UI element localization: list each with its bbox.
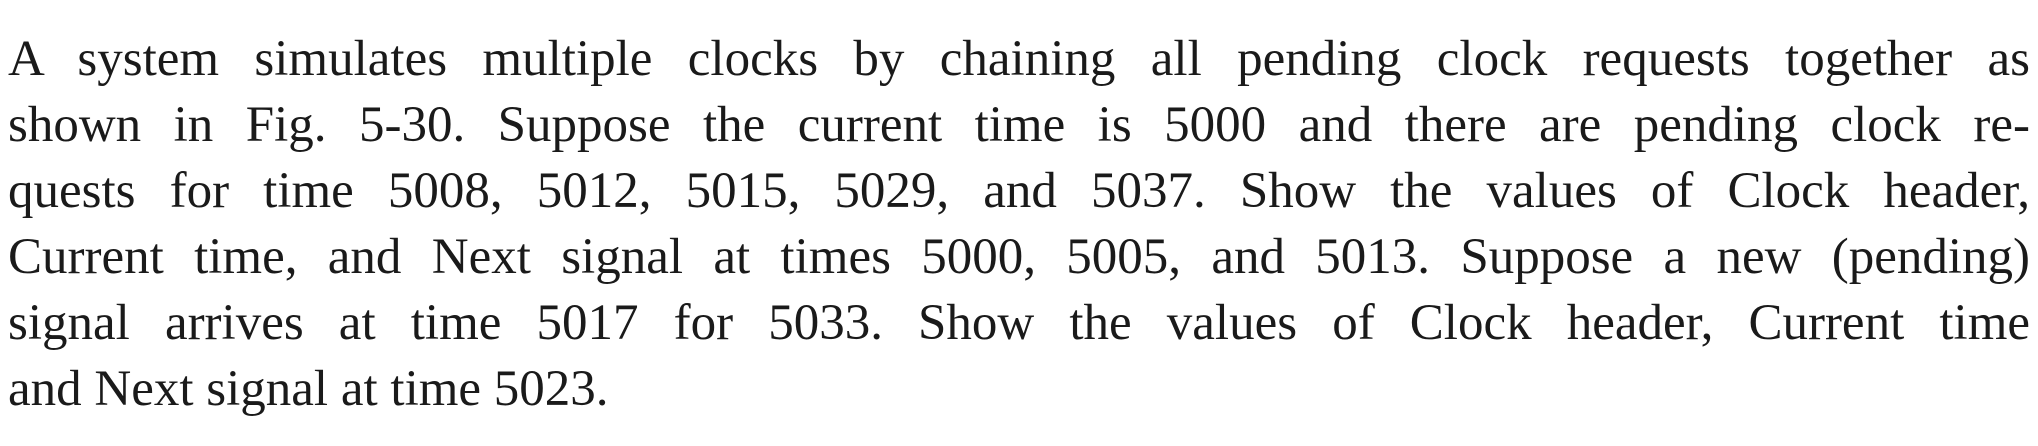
paragraph-line-4: Current time, and Next signal at times 5000, 5005, and 5013. Suppose a new (pending) <box>8 229 2030 285</box>
paragraph-line-1: A system simulates multiple clocks by chaining all pending clock requests together as <box>8 31 2030 87</box>
paragraph-line-5: signal arrives at time 5017 for 5033. Show the values of Clock header, Current time <box>8 295 2030 351</box>
paragraph-line-2: shown in Fig. 5-30. Suppose the current time is 5000 and there are pending clock re- <box>8 97 2030 153</box>
exercise-paragraph <box>8 26 2030 422</box>
paragraph-line-3: quests for time 5008, 5012, 5015, 5029, and 5037. Show the values of Clock header, <box>8 163 2030 219</box>
paragraph-line-6: and Next signal at time 5023. <box>8 361 609 417</box>
